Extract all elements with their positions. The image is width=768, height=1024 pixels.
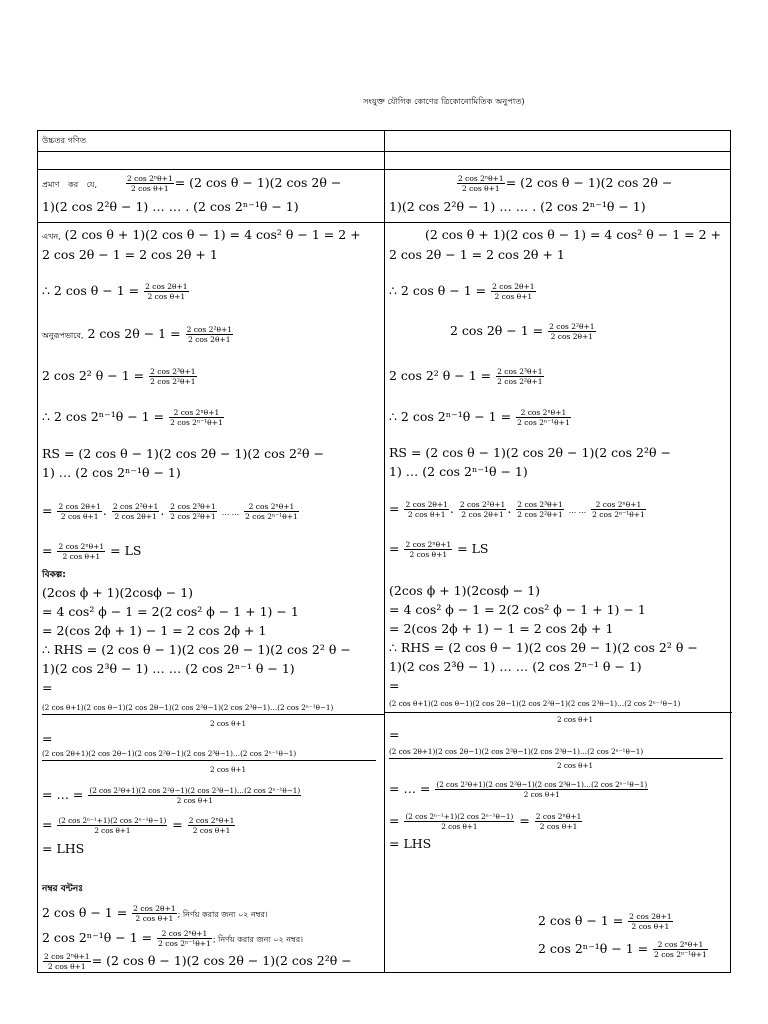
marks-line-2: 2 cos 2ⁿ⁻¹θ − 1 = $\frac{\text{2 cos 2ⁿθ+1}}{\text{2 cos 2ⁿ⁻¹θ+1}}$ ; নির্ণয় করার জন্য ০২ নম্বর। — [42, 929, 303, 948]
prove-rhs-line1: = (2 cos θ − 1)(2 cos 2θ − — [174, 175, 342, 190]
alt-line-1: (2cos ϕ + 1)(2cosϕ − 1) — [42, 585, 194, 600]
r-big-fraction-3: = … = $\frac{\text{(2 cos 2²θ+1)(2 cos 2²θ−1)(2 cos 2³θ−1)…(2 cos 2ⁿ⁻¹θ−1)}}{\text{2 cos θ+1}}$ — [389, 780, 648, 799]
column-divider — [384, 131, 385, 972]
rs-line-1: RS = (2 cos θ − 1)(2 cos 2θ − 1)(2 cos 2²θ − — [42, 446, 324, 461]
fraction-bar — [385, 712, 732, 713]
r-step-therefore-1: ∴ 2 cos θ − 1 = $\frac{2 \cos 2\theta+1}{\text{2 cos θ+1}}$ — [389, 282, 535, 301]
prove-fraction-right: $\frac{\text{2 cos 2ⁿθ+1}}{\text{2 cos θ+1}}$ — [458, 174, 504, 193]
alt-line-6: = — [42, 680, 53, 695]
r-alt-line-4: ∴ RHS = (2 cos θ − 1)(2 cos 2θ − 1)(2 cos 2² θ − — [389, 640, 698, 655]
r-alt-line-3: = 2(cos 2ϕ + 1) − 1 = 2 cos 2ϕ + 1 — [389, 621, 614, 636]
marks-line-3: $\frac{\text{2 cos 2ⁿθ+1}}{\text{2 cos θ+1}}$ = (2 cos θ − 1)(2 cos 2θ − 1)(2 cos 2²θ − — [44, 952, 352, 971]
r-step-line-4: 2 cos 2² θ − 1 = $\frac{\text{2 cos 2³θ+1}}{\text{2 cos 2²θ+1}}$ — [389, 367, 543, 386]
big-fraction-1-num: (2 cos θ+1)(2 cos θ−1)(2 cos 2θ−1)(2 cos 2²θ−1)(2 cos 2³θ−1)…(2 cos 2ⁿ⁻¹θ−1) — [42, 703, 334, 712]
prove-prefix: প্রমাণ কর যে, — [42, 180, 98, 189]
r-alt-line-6: = — [389, 678, 400, 693]
r-big-fraction-2-num: (2 cos 2θ+1)(2 cos 2θ−1)(2 cos 2²θ−1)(2 cos 2³θ−1)…(2 cos 2ⁿ⁻¹θ−1) — [389, 747, 644, 756]
r-marks-line-1: 2 cos θ − 1 = $\frac{2 \cos 2\theta+1}{\text{2 cos θ+1}}$ — [538, 912, 672, 931]
alt-line-3: = 2(cos 2ϕ + 1) − 1 = 2 cos 2ϕ + 1 — [42, 623, 267, 638]
step-line-4: 2 cos 2² θ − 1 = $\frac{\text{2 cos 2³θ+1}}{\text{2 cos 2²θ+1}}$ — [42, 367, 196, 386]
big-fraction-4: = $\frac{\text{(2 cos 2ⁿ⁻¹+1)(2 cos 2ⁿ⁻¹θ−1)}}{\text{2 cos θ+1}}$ = $\frac{\text{2 cos 2ⁿθ+1}}{\text{2 cos θ+1}}$ — [42, 816, 235, 835]
step-therefore-1: ∴ 2 cos θ − 1 = $\frac{2 \cos 2\theta+1}{\text{2 cos θ+1}}$ — [42, 282, 188, 301]
similarly-label: অনুরূপভাবে, — [42, 331, 84, 340]
r-big-fraction-1-den: 2 cos θ+1 — [557, 715, 594, 724]
alt-line-4: ∴ RHS = (2 cos θ − 1)(2 cos 2θ − 1)(2 cos 2² θ − — [42, 642, 351, 657]
prove-rhs-line2-right: 1)(2 cos 2²θ − 1) … … . (2 cos 2ⁿ⁻¹θ − 1) — [389, 199, 646, 214]
big-fraction-2-num: (2 cos 2θ+1)(2 cos 2θ−1)(2 cos 2²θ−1)(2 cos 2³θ−1)…(2 cos 2ⁿ⁻¹θ−1) — [42, 749, 297, 758]
row-divider — [38, 169, 730, 170]
r-big-fraction-2-den: 2 cos θ+1 — [557, 761, 594, 770]
product-line: = $\frac{2 \cos 2\theta+1}{\text{2 cos θ+1}}$ . $\frac{\text{2 cos 2²θ+1}}{2 \cos 2\theta+1}$ . $\frac{\text{2 cos 2³θ+1}}{\text{2 cos 2²θ+1}}$ … … $\frac{\text{2 cos 2ⁿθ+1}}{\text{2 cos 2ⁿ⁻¹θ+1}}$ — [42, 502, 298, 521]
alternative-label: বিকল্প: — [42, 570, 66, 580]
r-rs-line-2: 1) … (2 cos 2ⁿ⁻¹θ − 1) — [389, 464, 528, 479]
r-marks-line-2: 2 cos 2ⁿ⁻¹θ − 1 = $\frac{\text{2 cos 2ⁿθ+1}}{\text{2 cos 2ⁿ⁻¹θ+1}}$ — [538, 940, 707, 959]
r-alt-line-5: 1)(2 cos 2³θ − 1) … … (2 cos 2ⁿ⁻¹ θ − 1) — [389, 659, 642, 674]
alt-line-5: 1)(2 cos 2³θ − 1) … … (2 cos 2ⁿ⁻¹ θ − 1) — [42, 661, 295, 676]
r-step-line-3: 2 cos 2θ − 1 = $\frac{\text{2 cos 2²θ+1}}{2 \cos 2\theta+1}$ — [450, 322, 595, 341]
r-product-line: = $\frac{2 \cos 2\theta+1}{\text{2 cos θ+1}}$ . $\frac{\text{2 cos 2²θ+1}}{2 \cos 2\theta+1}$ . $\frac{\text{2 cos 2³θ+1}}{\text{2 cos 2²θ+1}}$ … … $\frac{\text{2 cos 2ⁿθ+1}}{\text{2 cos 2ⁿ⁻¹θ+1}}$ — [389, 500, 645, 519]
lhs-line: = LHS — [42, 841, 85, 856]
r-step-line-1a: (2 cos θ + 1)(2 cos θ − 1) = 4 cos² θ − 1 = 2 + — [425, 227, 721, 242]
step-line-1b: 2 cos 2θ − 1 = 2 cos 2θ + 1 — [42, 247, 218, 262]
alt-line-2: = 4 cos² ϕ − 1 = 2(2 cos² ϕ − 1 + 1) − 1 — [42, 604, 299, 619]
document-title: সংযুক্ত যৌগিক কোণের ত্রিকোনোমিতিক অনুপাত) — [363, 97, 525, 106]
prove-statement-right — [456, 173, 672, 193]
row-divider — [38, 151, 730, 152]
r-rs-line-1: RS = (2 cos θ − 1)(2 cos 2θ − 1)(2 cos 2²θ − — [389, 445, 671, 460]
content-table — [37, 130, 731, 973]
marks-label: নম্বর বন্টনঃ — [42, 884, 84, 894]
r-big-fraction-1-num: (2 cos θ+1)(2 cos θ−1)(2 cos 2θ−1)(2 cos 2²θ−1)(2 cos 2³θ−1)…(2 cos 2ⁿ⁻¹θ−1) — [389, 699, 681, 708]
eq-sign-2: = — [42, 731, 53, 746]
r-big-fraction-4: = $\frac{\text{(2 cos 2ⁿ⁻¹+1)(2 cos 2ⁿ⁻¹θ−1)}}{\text{2 cos θ+1}}$ = $\frac{\text{2 cos 2ⁿθ+1}}{\text{2 cos θ+1}}$ — [389, 812, 582, 831]
prove-rhs-line2: 1)(2 cos 2²θ − 1) … … . (2 cos 2ⁿ⁻¹θ − 1) — [42, 199, 299, 214]
fraction-bar — [389, 758, 723, 759]
row-divider — [38, 222, 730, 223]
big-fraction-3: = … = $\frac{\text{(2 cos 2²θ+1)(2 cos 2²θ−1)(2 cos 2³θ−1)…(2 cos 2ⁿ⁻¹θ−1)}}{\text{2 cos θ+1}}$ — [42, 786, 301, 805]
r-lhs-line: = LHS — [389, 836, 432, 851]
step-line-5: ∴ 2 cos 2ⁿ⁻¹θ − 1 = $\frac{\text{2 cos 2ⁿθ+1}}{\text{2 cos 2ⁿ⁻¹θ+1}}$ — [42, 408, 223, 427]
step-similarly: অনুরূপভাবে, 2 cos 2θ − 1 = $\frac{\text{2 cos 2²θ+1}}{2 \cos 2\theta+1}$ — [42, 325, 233, 344]
header-left: উচ্চতর গণিত — [42, 136, 86, 145]
r-step-line-1b: 2 cos 2θ − 1 = 2 cos 2θ + 1 — [389, 247, 565, 262]
r-ls-line: = $\frac{\text{2 cos 2ⁿθ+1}}{\text{2 cos θ+1}}$ = LS — [389, 540, 489, 559]
fraction-bar — [42, 760, 376, 761]
big-fraction-1-den: 2 cos θ+1 — [210, 719, 247, 728]
r-step-line-5: ∴ 2 cos 2ⁿ⁻¹θ − 1 = $\frac{\text{2 cos 2ⁿθ+1}}{\text{2 cos 2ⁿ⁻¹θ+1}}$ — [389, 408, 570, 427]
r-alt-line-1: (2cos ϕ + 1)(2cosϕ − 1) — [389, 583, 541, 598]
prove-rhs-line1-right: = (2 cos θ − 1)(2 cos 2θ − — [505, 175, 673, 190]
prove-statement-left — [42, 173, 341, 194]
step-line-1a: এখন, (2 cos θ + 1)(2 cos θ − 1) = 4 cos² θ − 1 = 2 + — [42, 227, 361, 242]
marks-line-1: 2 cos θ − 1 = $\frac{2 \cos 2\theta+1}{\text{2 cos θ+1}}$ ; নির্ণয় করার জন্য ০২ নম্বর। — [42, 904, 268, 923]
ls-line: = $\frac{\text{2 cos 2ⁿθ+1}}{\text{2 cos θ+1}}$ = LS — [42, 542, 142, 561]
rs-line-2: 1) … (2 cos 2ⁿ⁻¹θ − 1) — [42, 465, 181, 480]
now-label: এখন, — [42, 232, 61, 241]
prove-fraction: $\frac{\text{2 cos 2ⁿθ+1}}{\text{2 cos θ+1}}$ — [127, 174, 173, 193]
fraction-bar — [42, 714, 384, 715]
r-eq-sign-2: = — [389, 727, 400, 742]
big-fraction-2-den: 2 cos θ+1 — [210, 765, 247, 774]
r-alt-line-2: = 4 cos² ϕ − 1 = 2(2 cos² ϕ − 1 + 1) − 1 — [389, 602, 646, 617]
